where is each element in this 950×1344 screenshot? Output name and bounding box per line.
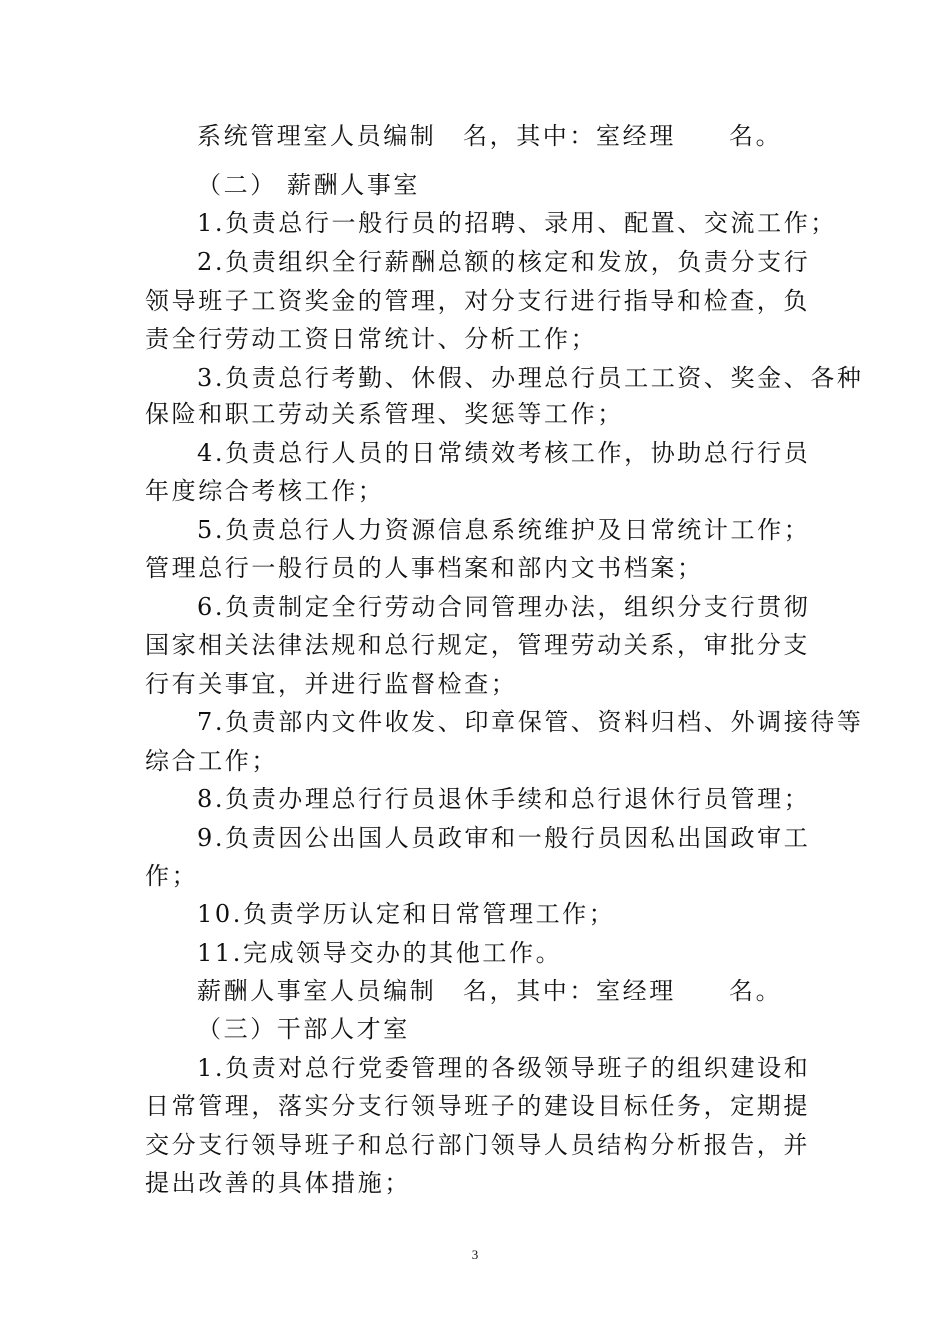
paragraph-line: 保险和职工劳动关系管理、奖惩等工作； (145, 400, 624, 428)
paragraph-line: 年度综合考核工作； (145, 477, 385, 505)
paragraph-line: 1.负责总行一般行员的招聘、录用、配置、交流工作； (197, 209, 837, 237)
paragraph-line: 提出改善的具体措施； (145, 1169, 411, 1197)
paragraph-line: 9.负责因公出国人员政审和一般行员因私出国政审工 (197, 824, 811, 852)
paragraph-line: 责全行劳动工资日常统计、分析工作； (145, 325, 598, 353)
paragraph-line: 领导班子工资奖金的管理，对分支行进行指导和检查，负 (145, 287, 810, 315)
paragraph-line: 3.负责总行考勤、休假、办理总行员工工资、奖金、各种 (197, 364, 864, 392)
section-heading-compensation-hr: （二） 薪酬人事室 (197, 171, 421, 199)
paragraph-line: 作； (145, 862, 199, 890)
paragraph-line: 国家相关法律法规和总行规定，管理劳动关系，审批分支 (145, 631, 810, 659)
paragraph-line: 8.负责办理总行行员退休手续和总行退休行员管理； (197, 785, 811, 813)
paragraph-line: 6.负责制定全行劳动合同管理办法，组织分支行贯彻 (197, 593, 811, 621)
paragraph-line: 2.负责组织全行薪酬总额的核定和发放，负责分支行 (197, 248, 811, 276)
paragraph-line: 1.负责对总行党委管理的各级领导班子的组织建设和 (197, 1054, 811, 1082)
paragraph-line: 11.完成领导交办的其他工作。 (197, 939, 563, 967)
paragraph-line: 日常管理，落实分支行领导班子的建设目标任务，定期提 (145, 1092, 810, 1120)
staffing-line-systems-office: 系统管理室人员编制 名，其中：室经理 名。 (197, 122, 783, 150)
paragraph-line: 5.负责总行人力资源信息系统维护及日常统计工作； (197, 516, 811, 544)
paragraph-line: 7.负责部内文件收发、印章保管、资料归档、外调接待等 (197, 708, 864, 736)
paragraph-line: 行有关事宜，并进行监督检查； (145, 670, 518, 698)
paragraph-line: 4.负责总行人员的日常绩效考核工作，协助总行行员 (197, 439, 811, 467)
paragraph-line: 交分支行领导班子和总行部门领导人员结构分析报告，并 (145, 1131, 810, 1159)
paragraph-line: 10.负责学历认定和日常管理工作； (197, 900, 616, 928)
page-number: 3 (471, 1247, 479, 1262)
paragraph-line: 综合工作； (145, 747, 278, 775)
section-heading-cadre-talent: （三）干部人才室 (197, 1015, 410, 1043)
paragraph-line: 管理总行一般行员的人事档案和部内文书档案； (145, 554, 704, 582)
staffing-line-compensation-hr: 薪酬人事室人员编制 名，其中：室经理 名。 (197, 977, 783, 1005)
